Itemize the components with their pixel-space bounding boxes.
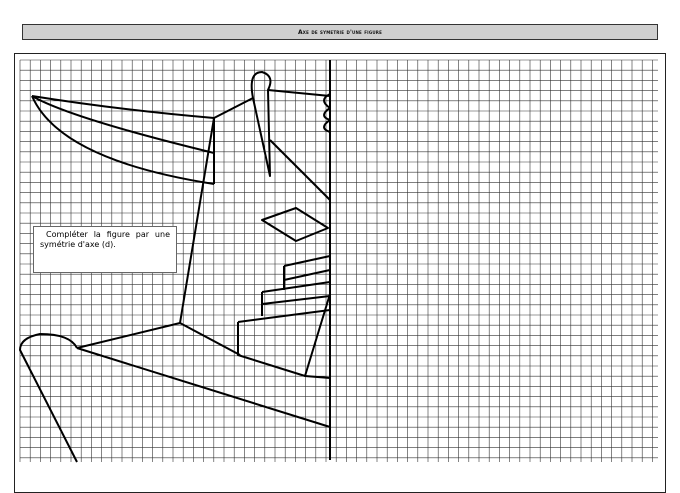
inner-diagonal <box>180 323 240 355</box>
stair-upper <box>262 256 330 316</box>
instruction-box <box>33 226 177 273</box>
instruction-text: Compléter la figure par une symétrie d'axe (d). <box>40 230 170 249</box>
diagonal-to-axis <box>270 140 330 200</box>
page-title: Axe de symetrie d'une figure <box>297 28 383 36</box>
wing-curve-outer <box>32 96 214 118</box>
feather-link <box>268 90 330 96</box>
lower-lobe <box>20 334 77 462</box>
stair-lower <box>238 294 330 376</box>
wing-curve-mid <box>32 96 214 153</box>
